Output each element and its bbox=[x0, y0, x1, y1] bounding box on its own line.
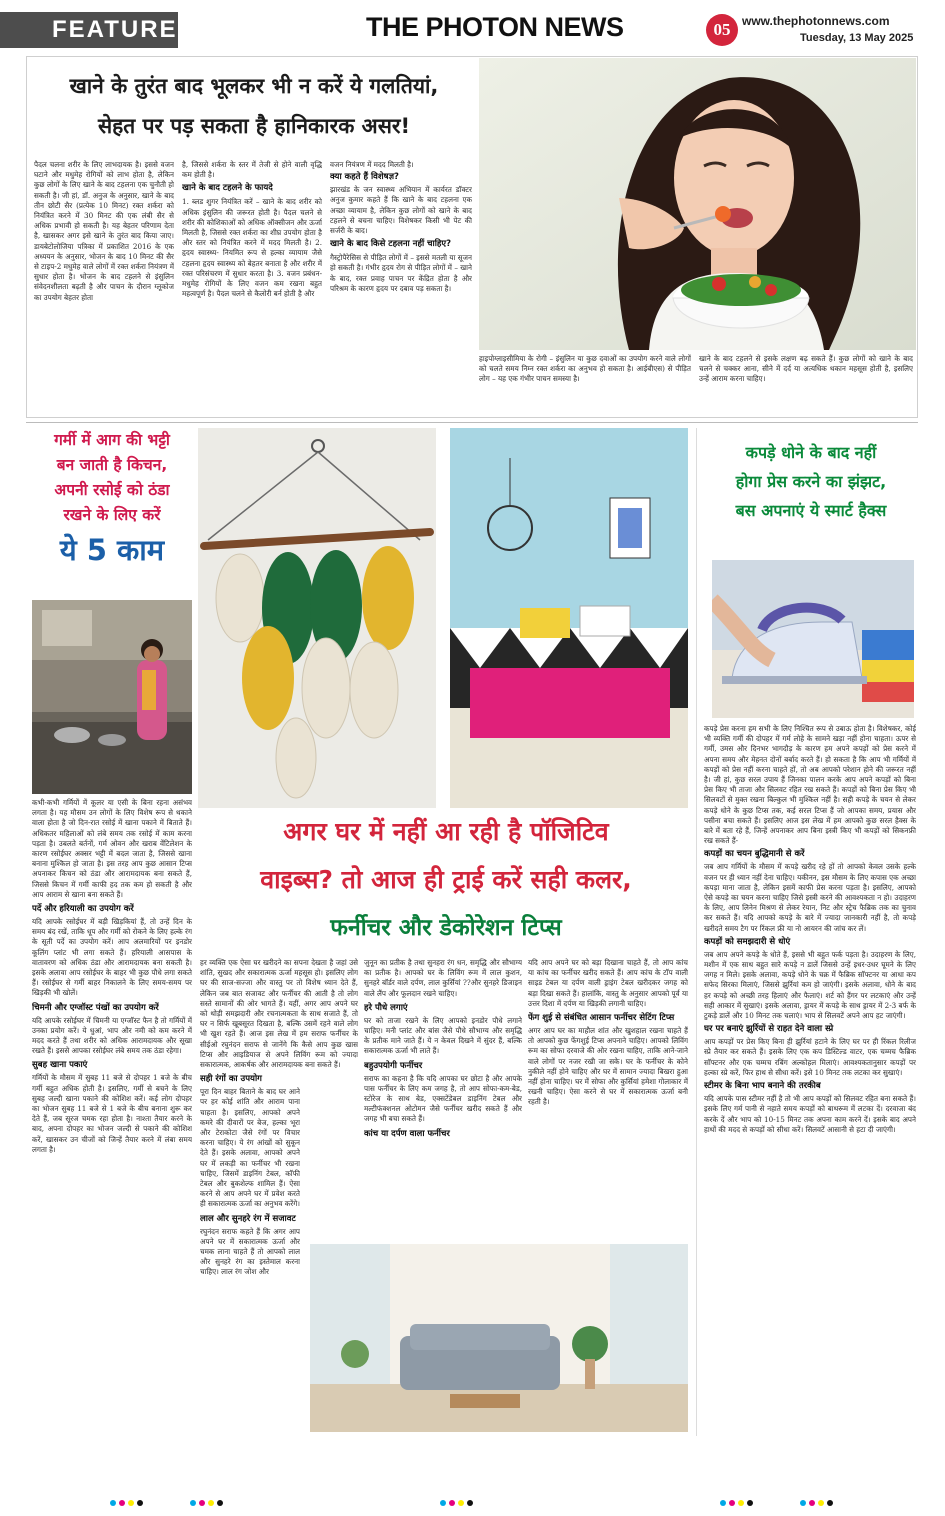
registration-dot bbox=[800, 1500, 806, 1506]
subheading: क्या कहते हैं विशेषज्ञ? bbox=[330, 172, 399, 183]
paragraph: यदि आपके रसोईघर में बड़ी खिड़कियां हैं, तो उन्हें दिन के समय बंद रखें, ताकि धूप और गर्मी को रोकने के लिए हल्के रंग के सूती पर्दे का उपयोग करें। आप अलमारियों पर इनडोर कूलिंग प्लांट भी लगा सकते हैं। हरियाली आसपास के वातावरण को अधिक ठंडा और आरामदायक बना सकती है। इसके अलावा आप रसोईघर के बाहर भी कुछ पौधे लगा सकते हैं। रसोईघर से गर्मी बाहर निकालने के लिए समय-समय पर खिड़की भी खोलें। bbox=[32, 917, 192, 998]
headline-line: होगा प्रेस करने का झंझट, bbox=[735, 472, 887, 491]
photo-caption: हाइपोग्लाइसीमिया के रोगी – इंसुलिन या कुछ दवाओं का उपयोग करने वाले लोगों को चलते समय निम्न रक्त शर्करा का अनुभव हो सकता है। आईबीएस) से पीड़ित लोग – यह एक गंभीर पाचन समस्या है। bbox=[479, 354, 691, 384]
article-health-col2 bbox=[182, 160, 322, 412]
paragraph: गर्मियों के मौसम में सुबह 11 बजे से दोपहर 1 बजे के बीच गर्मी बहुत अधिक होती है। इसलिए, गर्मी से बचने के लिए सुबह जल्दी खाना पकाने की कोशिश करें। कई लोग दोपहर का भोजन सुबह 11 बजे से 1 बजे के बीच बनाना शुरू कर देते हैं, जब सूरज चमक रहा होता है। नाश्ता तैयार करने के बाद, अपना दोपहर का भोजन जल्दी से पकाने की कोशिश करें, खासकर उन चीजों को जिन्हें तैयार करने में लंबा समय लगता है। bbox=[32, 1073, 192, 1154]
divider bbox=[26, 422, 918, 423]
living-room-photo bbox=[310, 1244, 688, 1432]
colorful-bedroom-photo bbox=[450, 428, 688, 808]
headline-line: अपनी रसोई को ठंडा bbox=[54, 481, 170, 499]
subheading: फेंग शुई से संबंधित आसान फर्नीचर सेटिंग टिप्स bbox=[528, 1013, 675, 1024]
title-line: फर्नीचर और डेकोरेशन टिप्स bbox=[330, 915, 562, 941]
headline-line: बन जाती है किचन, bbox=[56, 456, 168, 474]
registration-dot bbox=[458, 1500, 464, 1506]
paragraph: सराफ का कहना है कि यदि आपका घर छोटा है और आपके पास फर्नीचर के लिए कम जगह है, तो आप सोफा-कम-बेड, स्टोरेज के साथ बेड, एक्सटेंडेबल डाइनिंग टेबल और मल्टीफंक्शनल ओटोमन जैसे फर्नीचर खरीद सकते हैं और जगह भी बचा सकते हैं। bbox=[364, 1073, 522, 1124]
subheading: बहुउपयोगी फर्नीचर bbox=[364, 1060, 423, 1071]
subheading: सुबह खाना पकाएं bbox=[32, 1060, 88, 1071]
newspaper-name: THE PHOTON NEWS bbox=[366, 12, 624, 42]
headline-line: बस अपनाएं ये स्मार्ट हैक्स bbox=[735, 501, 887, 520]
headline-line: गर्मी में आग की भट्टी bbox=[54, 431, 170, 449]
paragraph: हर व्यक्ति एक ऐसा घर खरीदने का सपना देखता है जहां उसे शांति, सुखद और सकारात्मक ऊर्जा महसूस हो। इसलिए लोग घर की साज-सज्जा और वास्तु पर तो विशेष ध्यान देते हैं, लेकिन जब बात सजावट और फर्नीचर की आती है तो लोग सस्ते सामानों की ओर भागते हैं। यहीं, अगर आप अपने घर को थोड़ी समझदारी और रचनात्मकता के साथ सजाते हैं, तो घर न सिर्फ खूबसूरत दिखता है, बल्कि उसमें रहने वाले लोग भी खुश रहते हैं। आज इस लेख में हम सराफ फर्नीचर के सीईओ रघुनंदन सराफ से जानेंगे कि कैसे आप कुछ खास टिप्स और आइडियाज से अपने लिविंग रूम को ज्यादा सकारात्मक, आकर्षक और आरामदायक बना सकते हैं। bbox=[200, 958, 358, 1070]
subheading: हरे पौधे लगाएं bbox=[364, 1002, 408, 1013]
article-decor-col2 bbox=[364, 958, 522, 1240]
subheading: खाने के बाद टहलने के फायदे bbox=[182, 183, 273, 194]
article-decor-title bbox=[200, 808, 692, 952]
registration-dot bbox=[809, 1500, 815, 1506]
subheading: कांच या दर्पण वाला फर्नीचर bbox=[364, 1128, 450, 1139]
article-health-col5: खाने के बाद टहलने से इसके लक्षण बढ़ सकते हैं। कुछ लोगों को खाने के बाद चलने से चक्कर आना, सीने में दर्द या अत्यधिक थकान महसूस होती है, इसलिए उन्हें आराम करना चाहिए। bbox=[699, 354, 913, 384]
subheading: सही रंगों का उपयोग bbox=[200, 1074, 262, 1085]
article-health-col1: पैदल चलना शरीर के लिए लाभदायक है। इससे वजन घटाने और मधुमेह रोगियों को लाभ होता है, लेकिन कुछ लोगों के लिए खाने के बाद टहलना एक चुनौती हो सकती है। जी हां, डॉ. अनुज के अनुसार, खाने के बाद तीन छोटी सैर (प्रत्येक 10 मिनट) रक्त शर्करा को नियंत्रित करने में 30 मिनट की एक लंबी सैर से अधिक प्रभावी हो सकती है। यह बेहतर परिणाम देता है, खासकर अगर इसे खाने के तुरंत बाद किया जाए। डायबेटोलोजिया पत्रिका में प्रकाशित 2016 के एक अध्ययन के अनुसार, भोजन के बाद 10 मिनट की सैर से टाइप-2 मधुमेह वाले लोगों में रक्त शर्करा नियंत्रण में सुधार होता है। भोजन के बाद टहलने से इंसुलिन संवेदनशीलता बढ़ती है और पाचन के दौरान ग्लूकोज का उपयोग बेहतर होता bbox=[34, 160, 174, 302]
registration-dot bbox=[818, 1500, 824, 1506]
registration-dot bbox=[119, 1500, 125, 1506]
subheading: घर पर बनाएं झुर्रियों से राहत देने वाला स्प्रे bbox=[704, 1024, 834, 1035]
paragraph: यदि आपके पास स्टीमर नहीं है तो भी आप कपड़ों को सिलवट रहित बना सकते हैं। इसके लिए गर्म पानी से नहाते समय कपड़ों को बाथरूम में लटका दें। दरवाजा बंद करके दें और भाप को 10-15 मिनट तक अपना काम करने दें। इसके बाद अपने हाथों की मदद से कपड़ों को सीधा करें। सिलवटें आसानी से हटा दी जाएंगी। bbox=[704, 1094, 916, 1134]
paragraph: है, जिससे शर्करा के स्तर में तेजी से होने वाली वृद्धि कम होती है। bbox=[182, 160, 322, 180]
registration-dot bbox=[128, 1500, 134, 1506]
article-kitchen-headline-big: ये 5 काम bbox=[59, 533, 165, 567]
subheading: चिमनी और एग्जॉस्ट पंखों का उपयोग करें bbox=[32, 1002, 159, 1013]
subheading: लाल और सुनहरे रंग में सजावट bbox=[200, 1213, 296, 1224]
title-line: खाने के तुरंत बाद भूलकर भी न करें ये गलतियां, bbox=[69, 74, 439, 98]
clothes-iron-photo bbox=[712, 560, 914, 718]
section-tag: FEATURE bbox=[0, 12, 178, 48]
paragraph: कभी-कभी गर्मियों में कूलर या एसी के बिना रहना असंभव लगता है। यह मौसम उन लोगों के लिए विशेष रूप से थकाने वाला होता है जो दिन-रात रसोई में खाना पकाने में बिताते हैं। अधिकतर महिलाओं को लंबे समय तक रसोई में काम करना पड़ता है। उबलते बर्तनों, गर्म ओवन और खराब वेंटिलेशन के कारण रसोईघर अक्सर भट्टी में बदल जाता है, जिससे खाना बनाना मुश्किल हो जाता है। इस तरह आप कुछ आसान टिप्स अपनाकर किचन को ठंडा और आरामदायक बना सकते हैं, जिससे किचन में गर्मी काफी हद तक कम हो सकती है और आप आराम से खाना बना सकते हैं। bbox=[32, 798, 192, 899]
registration-dot bbox=[449, 1500, 455, 1506]
paragraph: यदि आपके रसोईघर में चिमनी या एग्जॉस्ट फैन है तो गर्मियों में उनका प्रयोग करें। ये धुआं, भाप और नमी को कम करने में मदद करते हैं तथा शरीर को अधिक आरामदायक और सूखा रखते हैं। इससे आपका रसोईघर लंबे समय तक ठंडा रहेगा। bbox=[32, 1015, 192, 1056]
registration-dot bbox=[440, 1500, 446, 1506]
registration-dot bbox=[208, 1500, 214, 1506]
headline-line: रखने के लिए करें bbox=[63, 506, 161, 524]
article-kitchen-body bbox=[32, 798, 192, 1434]
registration-dot bbox=[467, 1500, 473, 1506]
page-number-badge: 05 bbox=[706, 14, 738, 46]
paragraph: 1. ब्लड शुगर नियंत्रित करें – खाने के बाद शरीर को अधिक इंसुलिन की जरूरत होती है। पैदल चलने से शरीर की कोशिकाओं को अधिक ऑक्सीजन और ऊर्जा मिलती है, जिससे रक्त शर्करा का शीघ्र उपयोग होता है और स्तर को नियंत्रित करने में मदद मिलती है। 2. हृदय स्वास्थ्य- नियमित रूप से हल्का व्यायाम जैसे टहलना हृदय स्वास्थ्य को बेहतर बनाता है और शरीर में रक्त परिसंचरण में सुधार करता है। 3. वजन प्रबंधन- मधुमेह रोगियों के लिए वजन कम रखना बहुत महत्वपूर्ण है। पैदल चलने से कैलोरी बर्न होती है और bbox=[182, 197, 322, 299]
article-decor-col3 bbox=[528, 958, 688, 1240]
subheading: कपड़ों का चयन बुद्धिमानी से करें bbox=[704, 849, 805, 860]
woman-cooking-kitchen-photo bbox=[32, 600, 192, 794]
paragraph: आप कपड़ों पर प्रेस किए बिना ही झुर्रियां हटाने के लिए घर पर ही रिंकल रिलीज स्प्रे तैयार कर सकते हैं। इसके लिए एक कप डिस्टिल्ड वाटर, एक चम्मच फैब्रिक सॉफ्टनर और एक चम्मच रबिंग अल्कोहल मिलाएं। आवश्यकतानुसार कपड़ों पर हल्का स्प्रे करें, फिर हाथ से सीधा करें। इसे 10 मिनट तक लटका कर सुखाएं। bbox=[704, 1037, 916, 1077]
registration-dot bbox=[190, 1500, 196, 1506]
registration-dot bbox=[827, 1500, 833, 1506]
paragraph: पूरा दिन बाहर बिताने के बाद घर आने पर हर कोई शांति और आराम पाना चाहता है। इसलिए, आपको अपने कमरे की दीवारों पर बेज, हल्का भूरा और टेराकोटा जैसे रंगों पर विचार करना चाहिए। ये रंग आंखों को सुकून देते हैं। इसके अलावा, आपको अपने घर में लकड़ी का फर्नीचर भी रखना चाहिए, जिसमें डाइनिंग टेबल, कॉफी टेबल और बुकशेल्फ शामिल हैं। ऐसा करने से आप अपने घर में प्रवेश करते ही सकारात्मक ऊर्जा का अनुभव करेंगे। bbox=[200, 1087, 300, 1209]
title-line: वाइब्स? तो आज ही ट्राई करें सही कलर, bbox=[260, 865, 632, 894]
registration-dot bbox=[137, 1500, 143, 1506]
paragraph: रघुनंदन सराफ कहते हैं कि अगर आप अपने घर में सकारात्मक ऊर्जा और चमक लाना चाहते हैं तो आपको लाल और सुनहरे रंग का इस्तेमाल करना चाहिए। लाल रंग जोश और bbox=[200, 1226, 300, 1277]
article-kitchen-headline bbox=[32, 428, 192, 528]
title-line: सेहत पर पड़ सकता है हानिकारक असर! bbox=[97, 114, 411, 138]
paragraph: कपड़े प्रेस करना हम सभी के लिए निश्चित रूप से उबाऊ होता है। विशेषकर, कोई भी व्यक्ति गर्मी की दोपहर में गर्म लोहे के सामने खड़ा नहीं होना चाहता। ऊपर से गर्मी, उमस और दिनभर भागदौड़ के कारण हम अपने कपड़ों को प्रेस करने में अपना समय और मेहनत दोनों बर्बाद करते हैं। हो सकता है कि आप भी गर्मियों में कपड़ों को प्रेस नहीं करना चाहते हों, तो अब आपको परेशान होने की जरूरत नहीं है। जी हां, कुछ सरल उपाय हैं जिनका पालन करके आप अपने कपड़ों को बिना प्रेस किए भी ताजा और सिलवट रहित रख सकते हैं। कपड़ों को बिना प्रेस किए भी सिलवटों से मुक्त रखना बिल्कुल भी मुश्किल नहीं है। सही कपड़े के चयन से लेकर कपड़े धोने के कुछ टिप्स तक, कई सरल टिप्स हैं जो आपका समय, प्रयास और पसीना बचा सकते हैं। इसलिए आज इस लेख में हम आपको कुछ सरल हैक्स के बारे में बता रहे हैं, जिन्हें अपनाकर आप बिना इस्त्री किए भी कपड़ों को सिकनफ्री रख सकते हैं- bbox=[704, 724, 916, 846]
macrame-leaf-wall-hanging-photo bbox=[198, 428, 436, 808]
registration-dot bbox=[747, 1500, 753, 1506]
paragraph: वजन नियंत्रण में मदद मिलती है। bbox=[330, 160, 414, 169]
article-ironing-body bbox=[704, 724, 916, 1434]
paragraph: गैस्ट्रोपैरेसिस से पीड़ित लोगों में – इससे मतली या सूजन हो सकती है। गंभीर हृदय रोग से पीड़ित लोगों में – खाने के बाद, रक्त प्रवाह पाचन पर केंद्रित होता है और परिश्रम के कारण हृदय पर दबाव पड़ सकता है। bbox=[330, 253, 472, 293]
subheading: खाने के बाद किसे टहलना नहीं चाहिए? bbox=[330, 239, 452, 250]
registration-dot bbox=[738, 1500, 744, 1506]
paragraph: अगर आप घर का माहौल शांत और खुशहाल रखना चाहते हैं तो आपको कुछ फेंगशुई टिप्स अपनाने चाहिए। आपको लिविंग रूम का सोफा दरवाजे की ओर रखना चाहिए, ताकि आने-जाने वाले लोगों पर नजर रखी जा सके। घर के फर्नीचर के कोने नुकीले नहीं होने चाहिए और घर में सामान ज्यादा बिखरा हुआ नहीं होना चाहिए। घर में सोफा और कुर्सियां हमेशा गोलाकार में रखनी चाहिए। ऐसा करने से घर में सकारात्मक ऊर्जा बनी रहती है। bbox=[528, 1026, 688, 1107]
headline-line: कपड़े धोने के बाद नहीं bbox=[745, 443, 877, 462]
title-line: अगर घर में नहीं आ रही है पॉजिटिव bbox=[283, 817, 609, 846]
paragraph: जब आप अपने कपड़े के धोते हैं, इससे भी बहुत फर्क पड़ता है। उदाहरण के लिए, मशीन में एक साथ बहुत सारे कपड़े न डालें जिससे उन्हें इधर-उधर घूमने के लिए जगह न मिले। इसके अलावा, कपड़े धोने के चक्र में फैब्रिक सॉफ्टनर या आधा कप सफेद सिरका मिलाएं, जिससे झुर्रियां कम हो जाएंगी। इसके अलावा, धोने के बाद हर कपड़े को अच्छी तरह हिलाएं और फैलाएं। शर्ट को हैंगर पर लटकाएं और उन्हें सही आकार में सुखाएं। इसके अलावा, ड्रायर में कपड़े के साथ ड्रायर में 2-3 बर्फ के टुकड़े डालें और 10 मिनट तक चलाएं। भाप से सिलवटें अपने आप हट जाएंगी। bbox=[704, 949, 916, 1021]
paragraph: झारखंड के जन स्वास्थ्य अभियान में कार्यरत डॉक्टर अनुज कुमार कहते हैं कि खाने के बाद टहलना एक अच्छा व्यायाम है, लेकिन कुछ लोगों को खाने के बाद टहलने से बचना चाहिए। विशेषकर किसी भी पेट की सर्जरी के बाद। bbox=[330, 185, 472, 236]
subheading: स्टीमर के बिना भाप बनाने की तरकीब bbox=[704, 1081, 821, 1092]
subheading: कपड़ों को समझदारी से धोएं bbox=[704, 936, 791, 947]
issue-date: Tuesday, 13 May 2025 bbox=[800, 32, 914, 44]
woman-eating-salad-photo bbox=[479, 58, 916, 350]
paragraph: जब आप गर्मियों के मौसम में कपड़े खरीद रहे हों तो आपको केवल उसके हल्के वजन पर ही ध्यान नहीं देना चाहिए। यकीनन, इस मौसम के लिए कपास एक अच्छा कपड़ा माना जाता है, लेकिन इसमें काफी प्रेस करना पड़ता है। इसलिए, आपको ऐसे कपड़े का चयन करना चाहिए जिसे इस्त्री करने की आवश्यकता न हो। उदाहरण के लिए, आप लिनेन मिश्रण से लेकर रेयान, निट और स्ट्रेच फैब्रिक तक का चुनाव कर सकते हैं। यदि आपको कपड़े के बारे में ज्यादा जानकारी नहीं है, तो कपड़े खरीदते समय टैग पर रिंकल फ्री या नो आयरन की जांच कर लें। bbox=[704, 862, 916, 933]
registration-dot bbox=[729, 1500, 735, 1506]
website-link[interactable]: www.thephotonnews.com bbox=[742, 14, 890, 28]
subheading: पर्दे और हरियाली का उपयोग करें bbox=[32, 904, 134, 915]
registration-dot bbox=[720, 1500, 726, 1506]
registration-dot bbox=[217, 1500, 223, 1506]
article-health-title bbox=[34, 66, 474, 146]
article-ironing-headline bbox=[700, 438, 922, 525]
paragraph: घर को ताजा रखने के लिए आपको इनडोर पौधे लगाने चाहिए। मनी प्लांट और बांस जैसे पौधे सौभाग्य और समृद्धि के प्रतीक माने जाते हैं। ये न केवल दिखने में सुंदर हैं, बल्कि सकारात्मक ऊर्जा भी लाते हैं। bbox=[364, 1015, 522, 1056]
registration-dot bbox=[110, 1500, 116, 1506]
paragraph: यदि आप अपने घर को बड़ा दिखाना चाहते हैं, तो आप कांच या कांच का फर्नीचर खरीद सकते हैं। आप कांच के टॉप वाली साइड टेबल या दर्पण वाली ड्राइंग टेबल खरीदकर जगह को बड़ा दिखा सकते हैं। हालांकि, वास्तु के अनुसार आपको पूर्व या उत्तर दिशा में दर्पण या खिड़की लगानी चाहिए। bbox=[528, 958, 688, 1008]
article-health-col3 bbox=[330, 160, 472, 412]
paragraph: जुनून का प्रतीक है तथा सुनहरा रंग धन, समृद्धि और सौभाग्य का प्रतीक है। आपको घर के लिविंग रूम में लाल कुशन, सुनहरे बॉर्डर वाले दर्पण, लाल कुर्सियां ??और सुनहरे डिजाइन वाले लैंप और फूलदान रखने चाहिए। bbox=[364, 958, 522, 998]
registration-dot bbox=[199, 1500, 205, 1506]
